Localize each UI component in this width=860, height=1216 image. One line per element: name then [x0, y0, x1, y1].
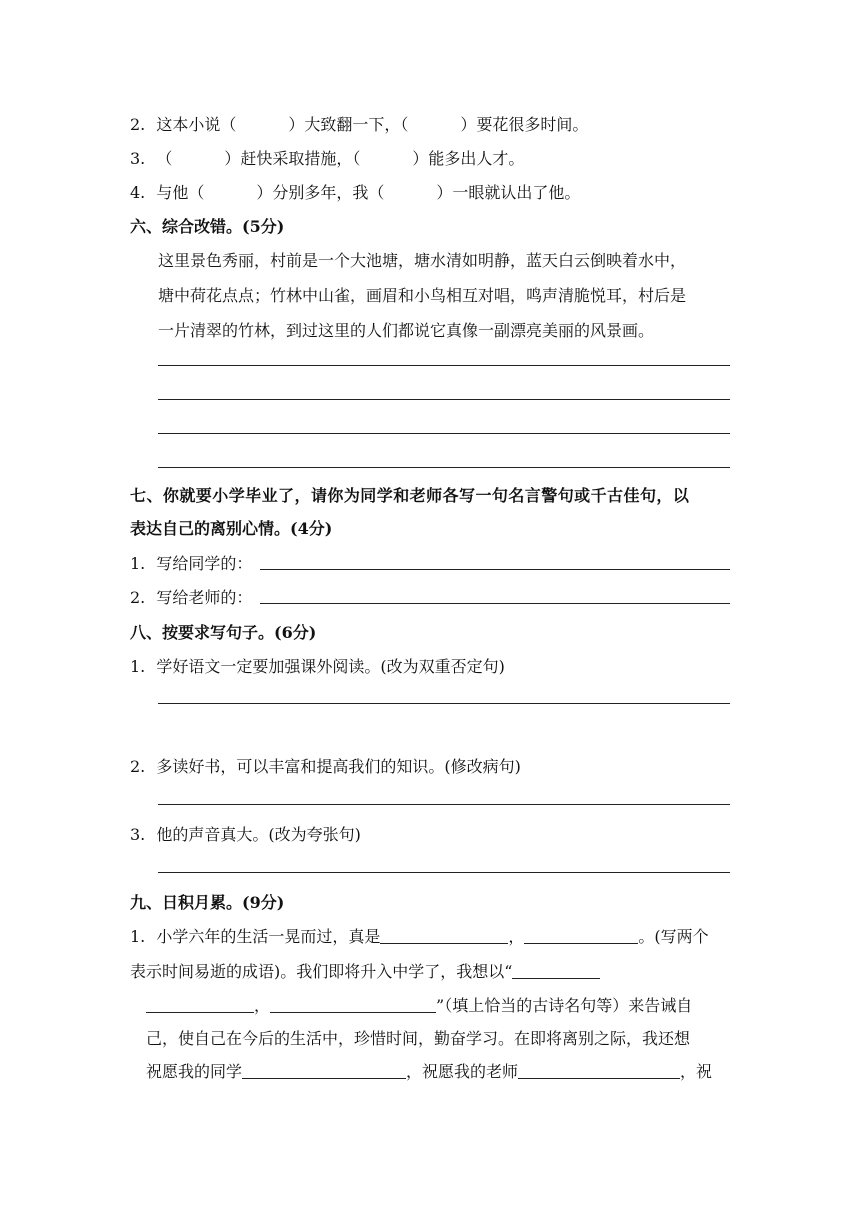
item-label: 写给同学的：: [156, 554, 253, 573]
line-text: 祝愿我的同学: [146, 1062, 243, 1081]
poem-blank-2[interactable]: [146, 996, 254, 1013]
fill-item-3: [130, 146, 524, 169]
rewrite-item-1: [130, 654, 505, 677]
line-text: ”（填上恰当的古诗名句等）来告诫自: [436, 996, 693, 1015]
item-number: 3.: [130, 149, 146, 168]
item-text-c: ）能多出人才。: [412, 149, 525, 168]
poem-blank-1[interactable]: [512, 962, 600, 979]
answer-line[interactable]: [158, 467, 730, 468]
accumulation-line-3: [146, 993, 692, 1016]
line-text: ，: [508, 927, 525, 946]
item-number: 1.: [130, 657, 146, 676]
line-text: ，: [254, 996, 271, 1015]
item-text: 多读好书，可以丰富和提高我们的知识。(修改病句): [156, 757, 521, 776]
item-number: 2.: [130, 588, 146, 607]
item-text-a: （: [156, 149, 173, 168]
line-text: ，祝愿我的老师: [406, 1062, 519, 1081]
idiom-blank-2[interactable]: [524, 927, 638, 944]
rewrite-item-3: [130, 822, 361, 845]
teacher-line: [130, 585, 252, 608]
answer-line[interactable]: [158, 804, 730, 805]
item-text-b: ）赶快采取措施，（: [224, 149, 361, 168]
passage-line-2: 塘中荷花点点；竹林中山雀，画眉和小鸟相互对唱，鸣声清脆悦耳，村后是: [158, 286, 687, 305]
item-text-a: 与他（: [156, 183, 205, 202]
line-text: 表示时间易逝的成语)。我们即将升入中学了，我想以“: [130, 962, 513, 981]
item-number: 4.: [130, 183, 146, 202]
item-text-c: ）一眼就认出了他。: [436, 183, 581, 202]
item-number: 1.: [130, 927, 146, 946]
accumulation-line-1: [130, 924, 709, 947]
answer-line[interactable]: [158, 703, 730, 704]
section-9-title: 九、日积月累。(9分): [130, 893, 285, 912]
item-number: 2.: [130, 115, 146, 134]
answer-line[interactable]: [158, 433, 730, 434]
passage-line-3: 一片清翠的竹林，到过这里的人们都说它真像一副漂亮美丽的风景画。: [158, 321, 655, 340]
section-7-title-line-1: 七、你就要小学毕业了，请你为同学和老师各写一句名言警句或千古佳句，以: [130, 486, 690, 505]
passage-line-1: 这里景色秀丽，村前是一个大池塘，塘水清如明静，蓝天白云倒映着水中，: [158, 251, 687, 270]
section-8-title: 八、按要求写句子。(6分): [130, 623, 317, 642]
item-number: 2.: [130, 757, 146, 776]
answer-line[interactable]: [158, 365, 730, 366]
line-text: ，祝: [680, 1062, 713, 1081]
item-text-b: ）分别多年，我（: [256, 183, 385, 202]
answer-line[interactable]: [158, 872, 730, 873]
rewrite-item-2: [130, 754, 521, 777]
section-6-title: 六、综合改错。(5分): [130, 217, 285, 236]
item-text: 他的声音真大。(改为夸张句): [156, 825, 361, 844]
item-number: 3.: [130, 825, 146, 844]
item-number: 1.: [130, 554, 146, 573]
section-7-title-line-2: 表达自己的离别心情。(4分): [130, 519, 333, 538]
classmate-answer-line[interactable]: [260, 569, 730, 570]
item-text-b: ）大致翻一下，（: [288, 115, 409, 134]
classmate-line: [130, 551, 252, 574]
item-label: 写给老师的：: [156, 588, 253, 607]
accumulation-line-2: [130, 959, 600, 982]
wish-classmate-blank[interactable]: [242, 1062, 406, 1079]
teacher-answer-line[interactable]: [260, 603, 730, 604]
poem-blank-3[interactable]: [270, 996, 436, 1013]
wish-teacher-blank[interactable]: [518, 1062, 680, 1079]
item-text-a: 这本小说（: [156, 115, 237, 134]
idiom-blank-1[interactable]: [380, 927, 508, 944]
accumulation-line-5: [146, 1059, 712, 1082]
item-text-c: ）要花很多时间。: [460, 115, 589, 134]
fill-item-2: [130, 112, 588, 135]
fill-item-4: [130, 180, 580, 203]
line-text: 小学六年的生活一晃而过，真是: [156, 927, 381, 946]
line-text: 。(写两个: [638, 927, 709, 946]
item-text: 学好语文一定要加强课外阅读。(改为双重否定句): [156, 657, 505, 676]
answer-line[interactable]: [158, 399, 730, 400]
accumulation-line-4: 己，使自己在今后的生活中，珍惜时间，勤奋学习。在即将离别之际，我还想: [146, 1029, 691, 1048]
